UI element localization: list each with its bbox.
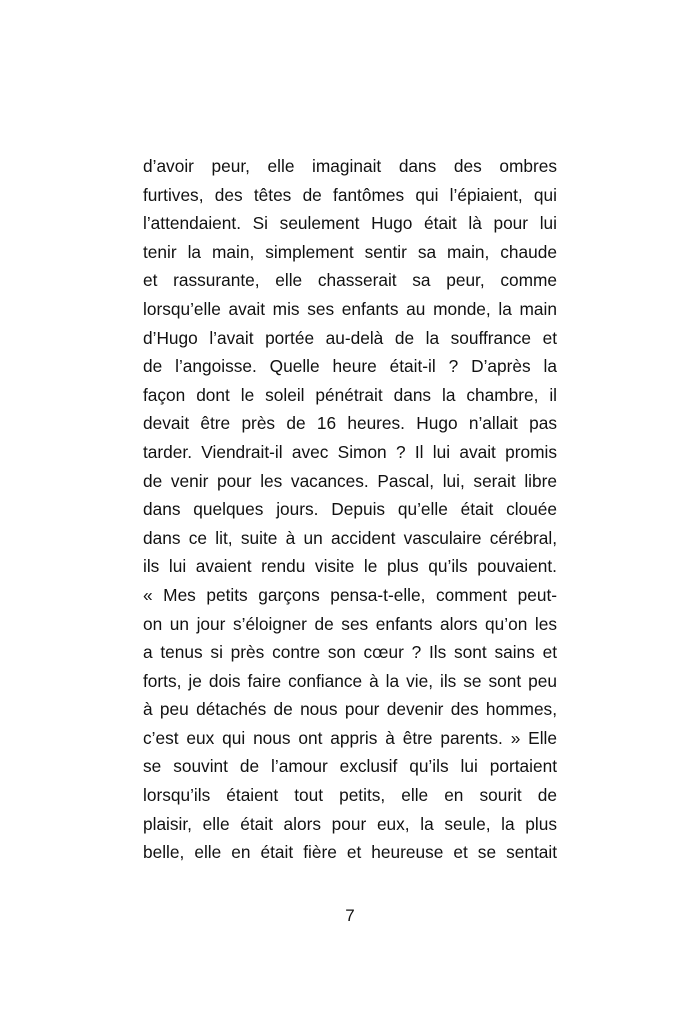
text-line: de venir pour les vacances. Pascal, lui, serait libre xyxy=(143,470,557,491)
text-line: l’attendaient. Si seulement Hugo était là pour lui xyxy=(143,213,557,234)
body-text xyxy=(143,152,557,867)
text-line: forts, je dois faire confiance à la vie, ils se sont peu xyxy=(143,670,557,691)
text-line: dans quelques jours. Depuis qu’elle était clouée xyxy=(143,499,557,520)
text-line: se souvint de l’amour exclusif qu’ils lui portaient xyxy=(143,756,557,777)
text-line: dans ce lit, suite à un accident vasculaire cérébral, xyxy=(143,527,557,548)
text-line: furtives, des têtes de fantômes qui l’épiaient, qui xyxy=(143,184,557,205)
text-line: « Mes petits garçons pensa-t-elle, comment peut- xyxy=(143,584,557,605)
text-line: ils lui avaient rendu visite le plus qu’ils pouvaient. xyxy=(143,556,557,577)
text-line: d’Hugo l’avait portée au-delà de la souffrance et xyxy=(143,327,557,348)
text-line: tenir la main, simplement sentir sa main, chaude xyxy=(143,241,557,262)
text-line: on un jour s’éloigner de ses enfants alors qu’on les xyxy=(143,613,557,634)
text-line: lorsqu’elle avait mis ses enfants au monde, la main xyxy=(143,298,557,319)
text-line: tarder. Viendrait-il avec Simon ? Il lui avait promis xyxy=(143,441,557,462)
text-line: d’avoir peur, elle imaginait dans des ombres xyxy=(143,156,557,176)
text-line: de l’angoisse. Quelle heure était-il ? D’après la xyxy=(143,356,557,377)
text-line: à peu détachés de nous pour devenir des hommes, xyxy=(143,699,557,720)
text-line: devait être près de 16 heures. Hugo n’allait pas xyxy=(143,413,557,434)
text-line: a tenus si près contre son cœur ? Ils sont sains et xyxy=(143,642,557,663)
text-line: façon dont le soleil pénétrait dans la chambre, il xyxy=(143,384,557,405)
page-number: 7 xyxy=(345,906,355,925)
text-line: et rassurante, elle chasserait sa peur, comme xyxy=(143,270,557,291)
text-line: plaisir, elle était alors pour eux, la seule, la plus xyxy=(143,813,557,834)
text-line: c’est eux qui nous ont appris à être parents. » Elle xyxy=(143,727,557,748)
text-line: belle, elle en était fière et heureuse et se sentait xyxy=(143,842,557,863)
text-line: lorsqu’ils étaient tout petits, elle en sourit de xyxy=(143,785,557,806)
